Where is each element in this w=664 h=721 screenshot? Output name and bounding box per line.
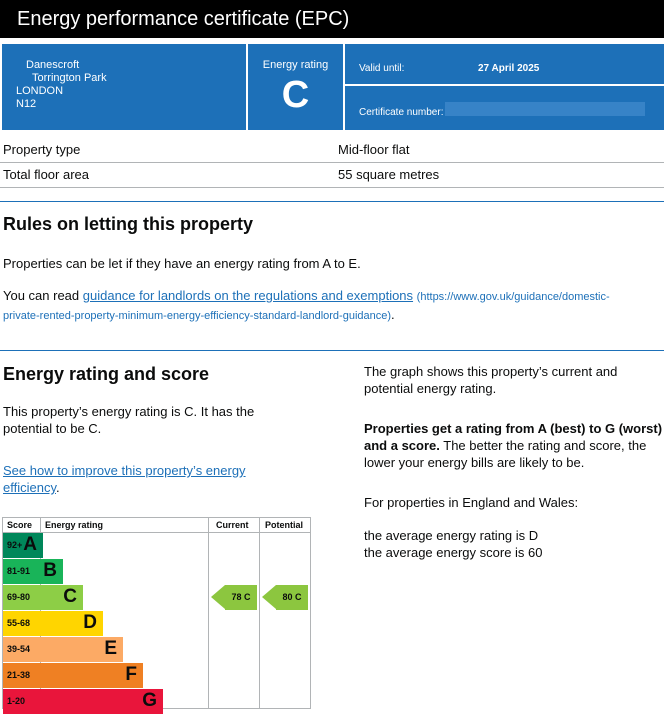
summary-key: Total floor area xyxy=(3,167,89,182)
energy-rating-label: Energy rating xyxy=(262,59,329,71)
band-score-range: 1-20 xyxy=(7,696,26,706)
rating-explanation-bold-2: and a score. xyxy=(364,438,440,453)
rating-band-f xyxy=(3,663,143,688)
guidance-prefix: You can read xyxy=(3,288,83,303)
rating-band-b xyxy=(3,559,63,584)
graph-desc-line-2: potential energy rating. xyxy=(364,381,497,396)
rating-explanation-rest-1: The better the rating and score, the xyxy=(439,438,647,453)
current-rating-label: 78 C xyxy=(225,585,257,610)
address-line-3: LONDON xyxy=(16,85,64,97)
band-letter: E xyxy=(104,638,117,659)
band-letter: C xyxy=(63,586,77,607)
header-energy-rating: Energy rating xyxy=(45,520,104,530)
rating-band-e xyxy=(3,637,123,662)
score-line-1: This property’s energy rating is C. It has the xyxy=(3,404,255,419)
band-score-range: 92+ xyxy=(7,540,23,550)
divider xyxy=(0,187,664,188)
potential-rating-label: 80 C xyxy=(276,585,308,610)
rating-explanation xyxy=(364,420,664,471)
band-score-range: 81-91 xyxy=(7,566,31,576)
page-title: Energy performance certificate (EPC) xyxy=(0,0,664,38)
address-line-4: N12 xyxy=(16,98,37,110)
energy-rating-letter: C xyxy=(281,74,310,116)
energy-rating-box xyxy=(248,44,343,130)
chart-divider xyxy=(208,518,209,708)
chart-header xyxy=(3,518,310,533)
header-potential: Potential xyxy=(265,520,304,530)
improve-link-line-2: efficiency xyxy=(3,480,56,495)
address-line-1: Danescroft xyxy=(26,59,80,71)
guidance-suffix: . xyxy=(391,307,395,322)
score-paragraph xyxy=(3,403,254,437)
averages xyxy=(364,527,543,561)
score-line-2: potential to be C. xyxy=(3,421,102,436)
valid-until-box xyxy=(345,44,664,84)
improve-suffix: . xyxy=(56,480,60,495)
chart-divider xyxy=(259,518,260,708)
current-rating-arrow xyxy=(211,585,257,610)
graph-desc-line-1: The graph shows this property’s current and xyxy=(364,364,618,379)
summary-row-floor-area xyxy=(0,167,664,187)
improve-link-line-1: See how to improve this property’s energy xyxy=(3,463,246,478)
summary-value: 55 square metres xyxy=(338,167,440,182)
improve-link[interactable] xyxy=(3,463,246,495)
header-current: Current xyxy=(216,520,249,530)
band-score-range: 55-68 xyxy=(7,618,31,628)
certificate-number-redacted xyxy=(445,102,645,116)
rating-band-a xyxy=(3,533,43,558)
improve-paragraph xyxy=(3,462,246,496)
band-score-range: 39-54 xyxy=(7,644,31,654)
average-rating: the average energy rating is D xyxy=(364,528,539,543)
divider xyxy=(0,162,664,163)
rating-band-d xyxy=(3,611,103,636)
band-letter: A xyxy=(23,534,37,555)
summary-value: Mid-floor flat xyxy=(338,142,410,157)
potential-rating-arrow xyxy=(262,585,308,610)
band-score-range: 21-38 xyxy=(7,670,31,680)
rating-band-c xyxy=(3,585,83,610)
band-letter: F xyxy=(125,664,137,685)
address-line-2: Torrington Park xyxy=(32,72,107,84)
band-letter: G xyxy=(142,690,157,711)
rating-explanation-bold-1: Properties get a rating from A (best) to G (worst) xyxy=(364,421,663,436)
section-divider xyxy=(0,201,664,202)
band-score-range: 69-80 xyxy=(7,592,31,602)
certificate-number-box xyxy=(345,86,664,130)
energy-rating-chart xyxy=(2,517,311,709)
header-score: Score xyxy=(7,520,33,530)
band-letter: D xyxy=(83,612,97,633)
graph-description xyxy=(364,363,664,397)
band-letter: B xyxy=(43,560,57,581)
arrow-tip xyxy=(211,585,225,609)
rating-explanation-rest-2: lower your energy bills are likely to be. xyxy=(364,455,585,470)
certificate-number-label: Certificate number: xyxy=(359,107,444,118)
section-divider xyxy=(0,350,664,351)
property-address xyxy=(2,44,246,130)
score-heading: Energy rating and score xyxy=(3,364,210,384)
summary-key: Property type xyxy=(3,142,81,157)
letting-paragraph: Properties can be let if they have an energy rating from A to E. xyxy=(3,256,361,271)
arrow-tip xyxy=(262,585,276,609)
letting-guidance-paragraph xyxy=(3,287,663,325)
guidance-url-1: (https://www.gov.uk/guidance/domestic- xyxy=(416,291,610,303)
summary-row-property-type xyxy=(0,142,664,162)
letting-heading: Rules on letting this property xyxy=(3,214,254,234)
guidance-link[interactable]: guidance for landlords on the regulations and exemptions xyxy=(82,288,414,303)
average-score: the average energy score is 60 xyxy=(364,545,543,560)
england-wales-label: For properties in England and Wales: xyxy=(364,495,579,510)
valid-until-value: 27 April 2025 xyxy=(478,63,540,74)
rating-band-g xyxy=(3,689,163,714)
guidance-url-2: private-rented-property-minimum-energy-efficiency-standard-landlord-guidance) xyxy=(3,310,392,322)
valid-until-label: Valid until: xyxy=(359,63,405,74)
